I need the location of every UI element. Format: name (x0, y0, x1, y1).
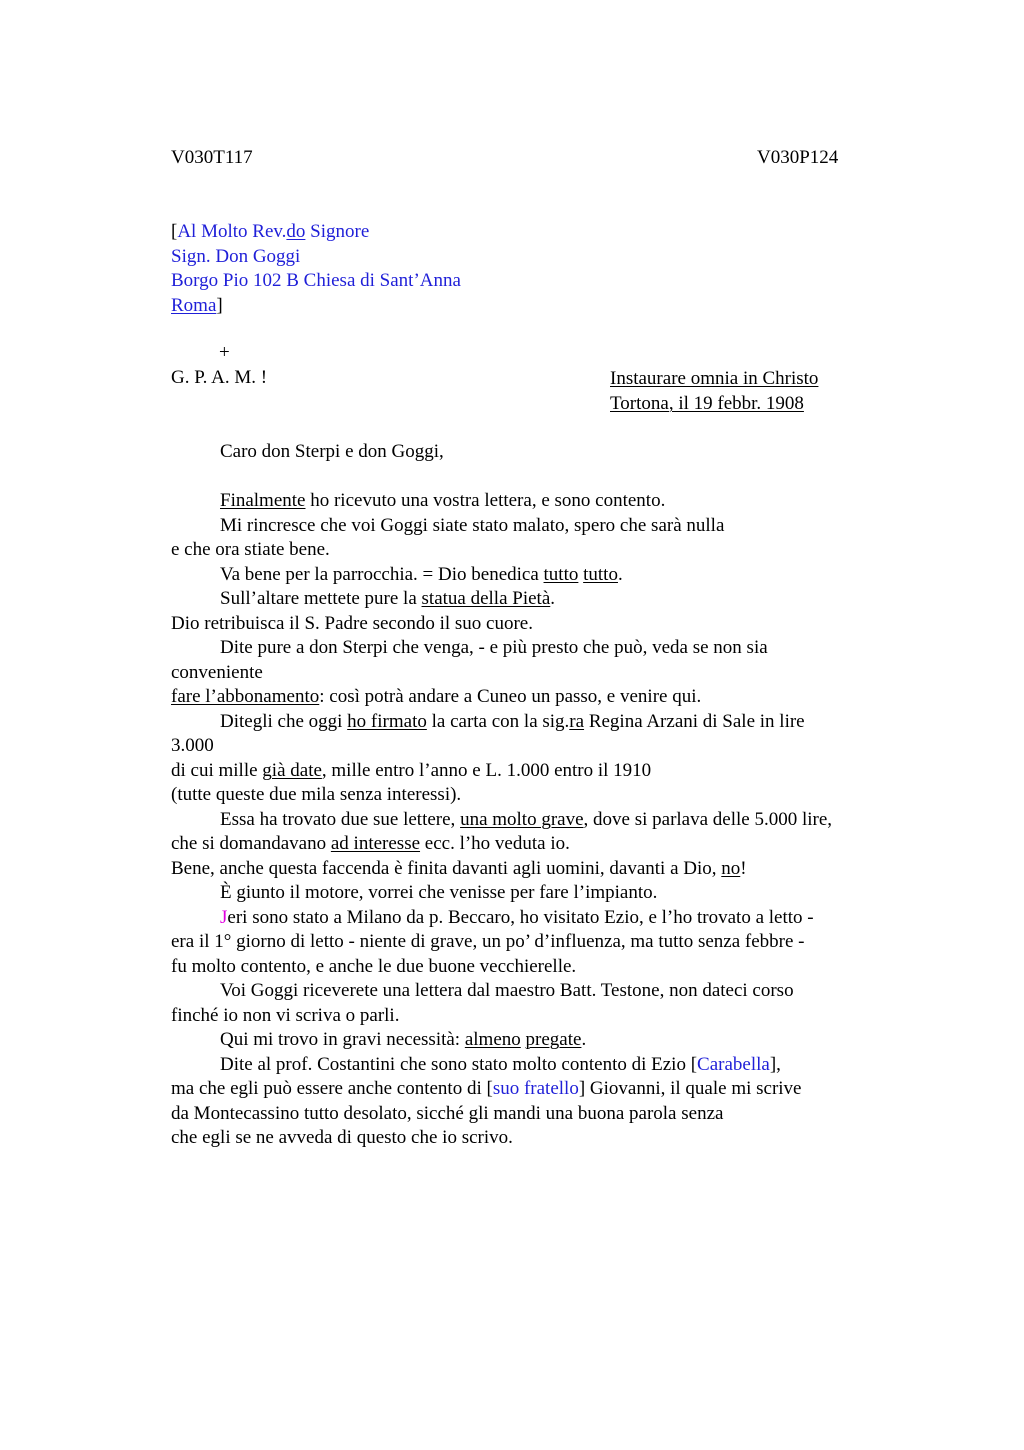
paragraph-line: Dio retribuisca il S. Padre secondo il suo cuore. (171, 612, 533, 634)
letter-body (171, 440, 901, 1151)
paragraph-line: conveniente (171, 661, 263, 683)
address-block (171, 220, 461, 318)
paragraph-line: era il 1° giorno di letto - niente di grave, un po’ d’influenza, ma tutto senza febbre - (171, 931, 805, 952)
paragraph-line: Va bene per la parrocchia. = Dio benedica tutto tutto. (220, 563, 623, 585)
paragraph-line: 3.000 (171, 735, 214, 756)
paragraph-line: Ditegli che oggi ho firmato la carta con la sig.ra Regina Arzani di Sale in lire (220, 710, 805, 732)
paragraph-line: Mi rincresce che voi Goggi siate stato malato, spero che sarà nulla (220, 514, 725, 536)
document-code-left: V030T117 (171, 147, 253, 168)
salutation: Caro don Sterpi e don Goggi, (220, 441, 444, 462)
paragraph-line: Voi Goggi riceverete una lettera dal maestro Batt. Testone, non dateci corso (220, 980, 794, 1001)
paragraph-line: Essa ha trovato due sue lettere, una molto grave, dove si parlava delle 5.000 lire, (220, 808, 833, 830)
address-line-2: Sign. Don Goggi (171, 245, 301, 267)
motto-block (610, 367, 818, 416)
place-date: Tortona, il 19 febbr. 1908 (610, 392, 804, 414)
address-line-4: Roma] (171, 294, 223, 316)
paragraph-line: che si domandavano ad interesse ecc. l’ho veduta io. (171, 833, 570, 854)
paragraph-line: da Montecassino tutto desolato, sicché gli mandi una buona parola senza (171, 1102, 724, 1124)
paragraph-line: Jeri sono stato a Milano da p. Beccaro, ho visitato Ezio, e l’ho trovato a letto - (220, 906, 814, 928)
paragraph-line: ma che egli può essere anche contento di [suo fratello] Giovanni, il quale mi scrive (171, 1078, 802, 1099)
paragraph-line: che egli se ne avveda di questo che io scrivo. (171, 1127, 513, 1148)
paragraph-line: fu molto contento, e anche le due buone vecchierelle. (171, 955, 577, 977)
paragraph-line: (tutte queste due mila senza interessi). (171, 784, 462, 805)
address-line-3: Borgo Pio 102 B Chiesa di Sant’Anna (171, 270, 461, 292)
paragraph-line: Dite al prof. Costantini che sono stato molto contento di Ezio [Carabella], (220, 1053, 781, 1075)
gpam-invocation: G. P. A. M. ! (171, 367, 268, 388)
paragraph-line: È giunto il motore, vorrei che venisse per fare l’impianto. (220, 882, 658, 903)
paragraph-line: Sull’altare mettete pure la statua della Pietà. (220, 588, 556, 609)
cross-symbol: + (219, 342, 230, 363)
motto-text: Instaurare omnia in Christo (610, 368, 819, 389)
paragraph-line: Bene, anche questa faccenda è finita davanti agli uomini, davanti a Dio, no! (171, 857, 747, 879)
paragraph-line: fare l’abbonamento: così potrà andare a Cuneo un passo, e venire qui. (171, 686, 702, 707)
address-line-1: [Al Molto Rev.do Signore (171, 221, 370, 242)
paragraph-line: e che ora stiate bene. (171, 539, 330, 560)
paragraph-line: Qui mi trovo in gravi necessità: almeno pregate. (220, 1029, 587, 1050)
paragraph-line: di cui mille già date, mille entro l’anno e L. 1.000 entro il 1910 (171, 759, 652, 781)
paragraph-line: finché io non vi scriva o parli. (171, 1004, 400, 1026)
document-code-right: V030P124 (757, 147, 839, 168)
paragraph-line: Finalmente ho ricevuto una vostra lettera, e sono contento. (220, 490, 666, 511)
paragraph-line: Dite pure a don Sterpi che venga, - e più presto che può, veda se non sia (220, 637, 768, 658)
